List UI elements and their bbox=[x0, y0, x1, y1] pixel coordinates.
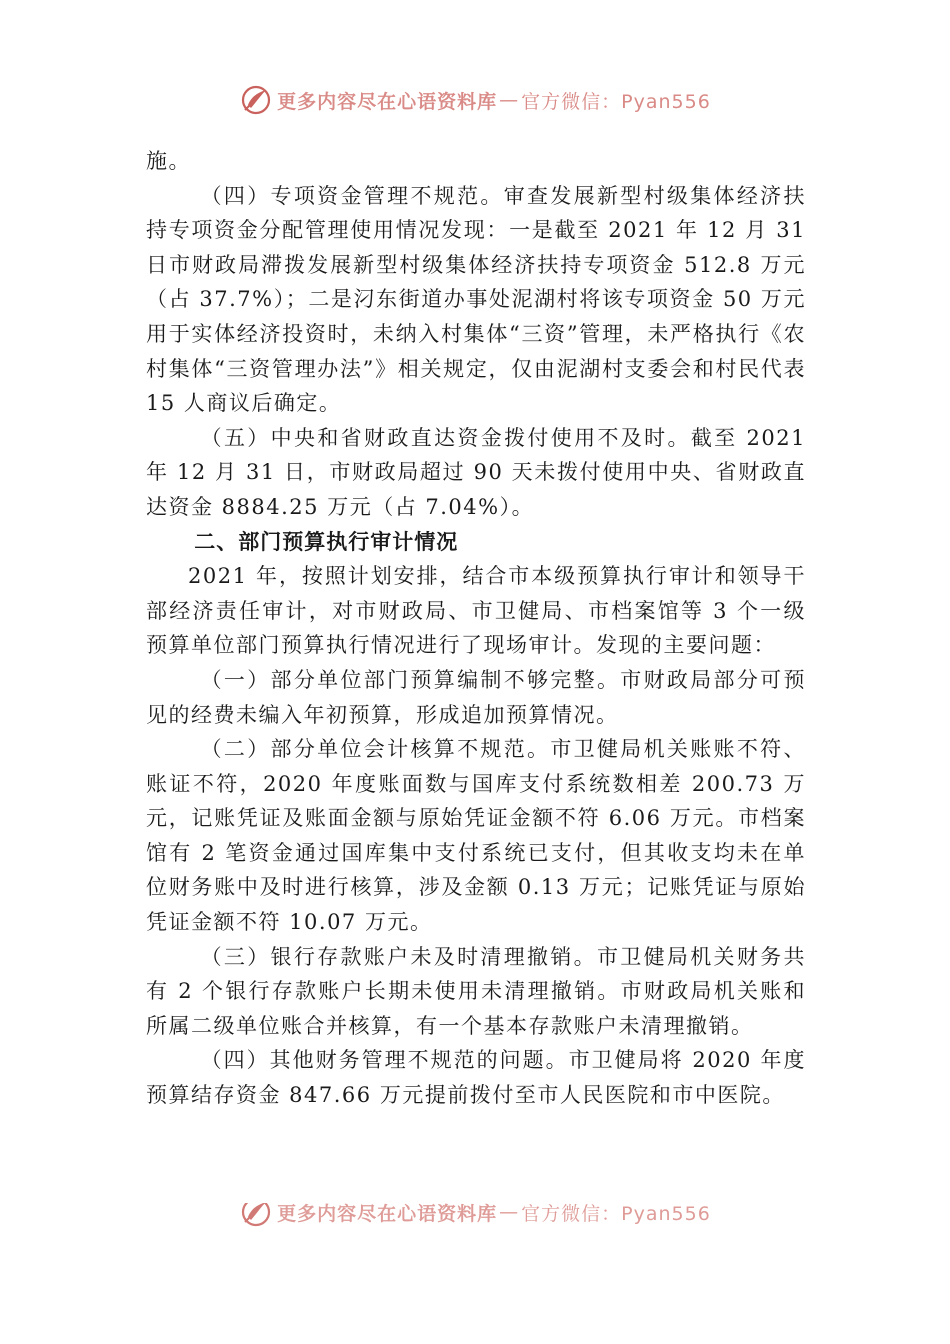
section-heading: 二、部门预算执行审计情况 bbox=[194, 529, 459, 554]
paragraph-dept-budget-intro: 2021 年，按照计划安排，结合市本级预算执行审计和领导干部经济责任审计，对市财政局、市卫健局、市档案馆等 3 个一级预算单位部门预算执行情况进行了现场审计。发现的主要问题： bbox=[146, 564, 806, 658]
brand-logo-icon bbox=[239, 1203, 273, 1229]
paragraph-other-issues: （四）其他财务管理不规范的问题。市卫健局将 2020 年度预算结存资金 847.66 万元提前拨付至市人民医院和市中医院。 bbox=[146, 1048, 806, 1108]
paragraph-bank-accounts: （三）银行存款账户未及时清理撤销。市卫健局机关财务共有 2 个银行存款账户长期未使用未清理撤销。市财政局机关账和所属二级单位账合并核算，有一个基本存款账户未清理撤销。 bbox=[146, 944, 806, 1038]
paragraph-direct-funds: （五）中央和省财政直达资金拨付使用不及时。截至 2021 年 12 月 31 日，市财政局超过 90 天未拨付使用中央、省财政直达资金 8884.25 万元（占 7.04%）。 bbox=[146, 425, 806, 519]
brand-logo-icon bbox=[239, 83, 273, 117]
watermark-text: 更多内容尽在心语资料库 bbox=[277, 1203, 498, 1225]
paragraph-accounting: （二）部分单位会计核算不规范。市卫健局机关账账不符、账证不符，2020 年度账面数与国库支付系统数相差 200.73 万元，记账凭证及账面金额与原始凭证金额不符 6.06 万元。市档案馆有 2 笔资金通过国库集中支付系统已支付，但其收支均未在单位财务账中及时进行核算，涉及金额 0.13 万元；记账凭证与原始凭证金额不符 10.07 万元。 bbox=[146, 737, 806, 935]
watermark-separator: — bbox=[499, 89, 520, 111]
watermark-wechat: 官方微信：Pyan556 bbox=[521, 90, 711, 113]
document-body bbox=[146, 144, 806, 1113]
paragraph-budget-compilation: （一）部分单位部门预算编制不够完整。市财政局部分可预见的经费未编入年初预算，形成追加预算情况。 bbox=[146, 667, 806, 727]
paragraph-special-funds: （四）专项资金管理不规范。审查发展新型村级集体经济扶持专项资金分配管理使用情况发现：一是截至 2021 年 12 月 31 日市财政局滞拨发展新型村级集体经济扶持专项资金 512.8 万元（占 37.7%）；二是汈东街道办事处泥湖村将该专项资金 50 万元用于实体经济投资时，未纳入村集体“三资”管理，未严格执行《农村集体“三资管理办法”》相关规定，仅由泥湖村支委会和村民代表 15 人商议后确定。 bbox=[146, 183, 806, 416]
watermark-text: 更多内容尽在心语资料库 bbox=[277, 90, 498, 113]
paragraph-continuation: 施。 bbox=[146, 149, 191, 173]
watermark-footer bbox=[0, 1203, 950, 1229]
watermark-separator: — bbox=[499, 1203, 520, 1223]
watermark-header bbox=[0, 80, 950, 120]
watermark-wechat: 官方微信：Pyan556 bbox=[521, 1203, 711, 1225]
